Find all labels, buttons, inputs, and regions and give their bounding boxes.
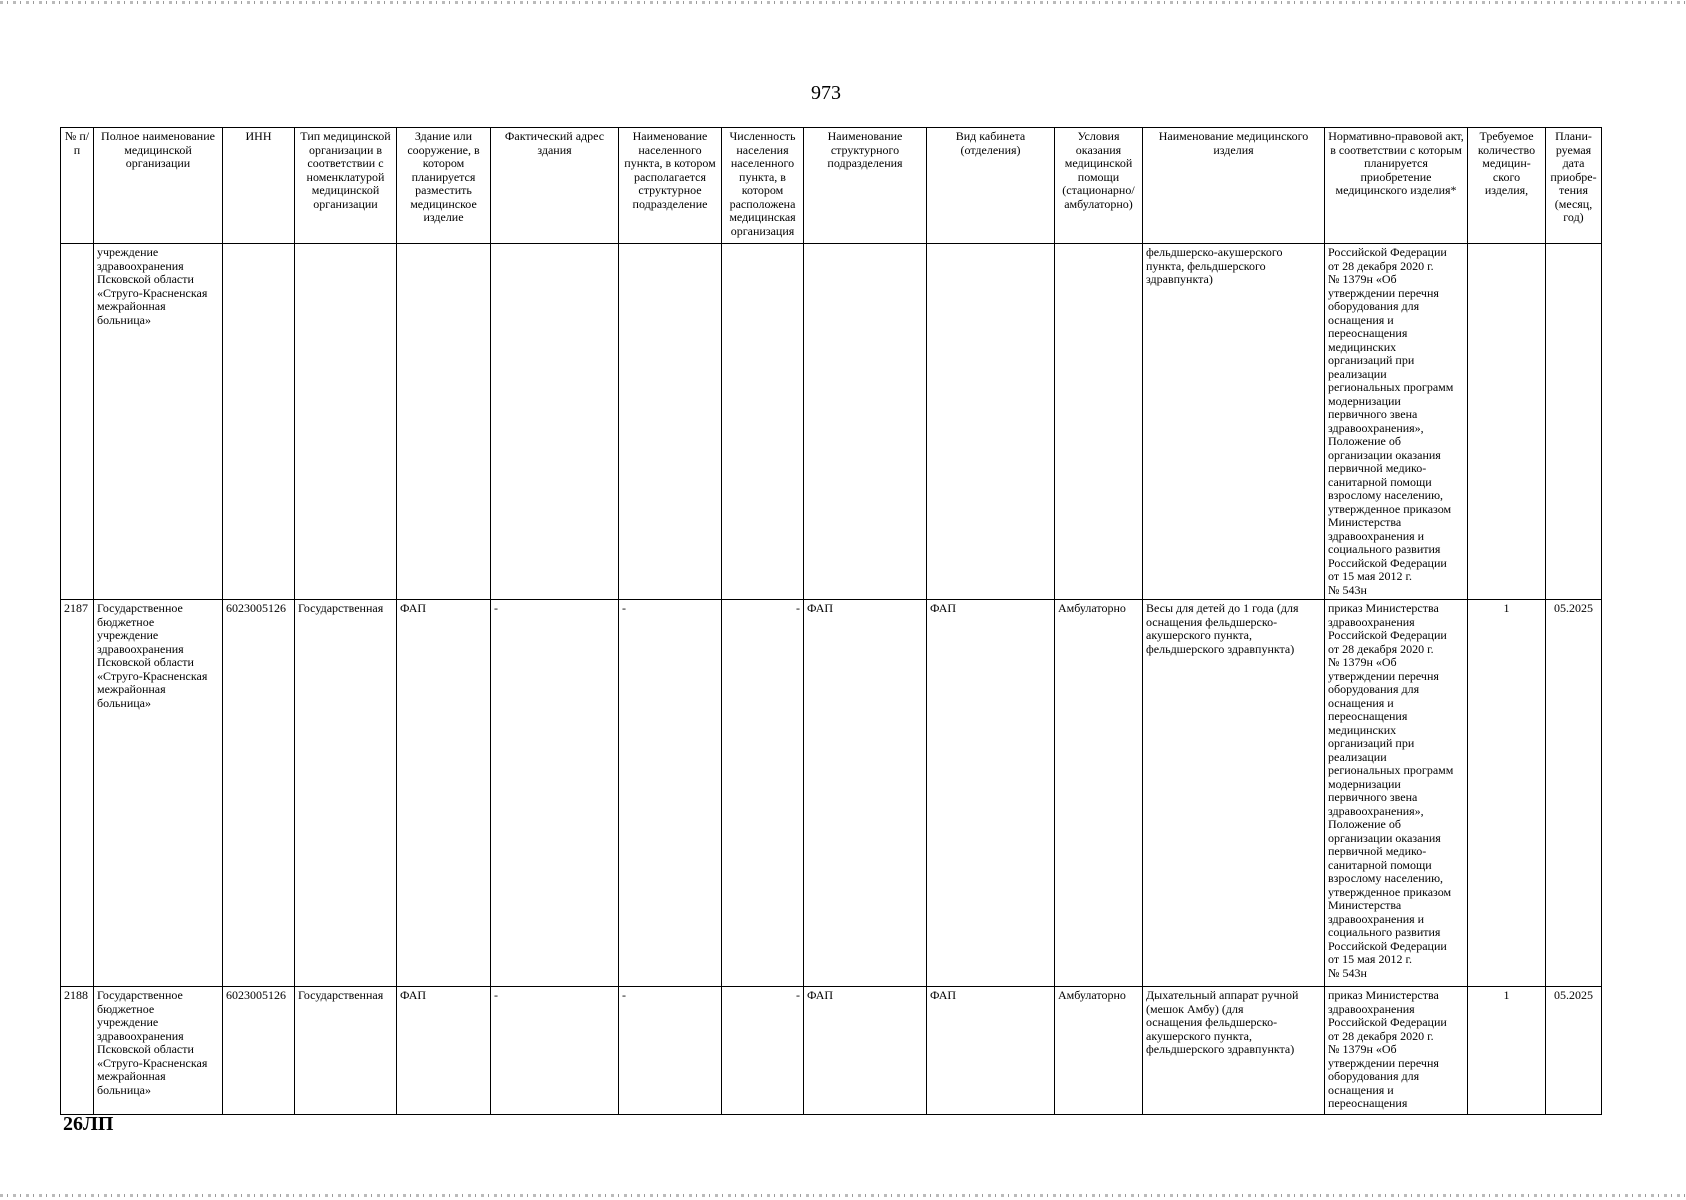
cell-division: ФАП: [804, 600, 927, 987]
cell-population: -: [722, 987, 804, 1115]
equipment-registry-table: [60, 127, 1602, 1115]
cell-device: Весы для детей до 1 года (для оснащения фельдшерско- акушерского пункта, фельдшерского здравпункта): [1143, 600, 1325, 987]
header-cabinet: Вид кабинета (отделения): [927, 128, 1055, 244]
table-row: [61, 600, 1602, 987]
table-row: [61, 244, 1602, 600]
scan-edge-top: [0, 1, 1686, 4]
header-locality: Наименование населенного пункта, в котором располагается структурное подразделение: [619, 128, 722, 244]
header-address: Фактический адрес здания: [491, 128, 619, 244]
cell-org-name: учреждение здравоохранения Псковской области «Струго-Красненская межрайонная больница»: [94, 244, 223, 600]
cell-inn: [223, 244, 295, 600]
cell-address: [491, 244, 619, 600]
cell-number: 2187: [61, 600, 94, 987]
cell-legal-act: приказ Министерства здравоохранения Российской Федерации от 28 декабря 2020 г. № 1379н «Об утверждении перечня оборудования для оснащения и переоснащения: [1325, 987, 1468, 1115]
cell-purchase-date: 05.2025: [1546, 600, 1602, 987]
cell-division: ФАП: [804, 987, 927, 1115]
cell-number: 2188: [61, 987, 94, 1115]
header-legal-act: Нормативно-правовой акт, в соответствии с которым планируется приобретение медицинского изделия*: [1325, 128, 1468, 244]
cell-building: [397, 244, 491, 600]
table-header-row: [61, 128, 1602, 244]
header-conditions: Условия оказания медицинской помощи (стационарно/ амбулаторно): [1055, 128, 1143, 244]
cell-purchase-date: [1546, 244, 1602, 600]
sheet-code: 26ЛП: [63, 1113, 114, 1135]
header-quantity: Требуемое количество медицин-ского изделия,: [1468, 128, 1546, 244]
cell-cabinet: ФАП: [927, 987, 1055, 1115]
scan-edge-bottom: [0, 1194, 1686, 1197]
cell-org-name: Государственное бюджетное учреждение здравоохранения Псковской области «Струго-Красненская межрайонная больница»: [94, 987, 223, 1115]
header-org-name: Полное наименование медицинской организации: [94, 128, 223, 244]
header-device: Наименование медицинского изделия: [1143, 128, 1325, 244]
cell-address: -: [491, 600, 619, 987]
cell-population: -: [722, 600, 804, 987]
cell-org-name: Государственное бюджетное учреждение здравоохранения Псковской области «Струго-Красненская межрайонная больница»: [94, 600, 223, 987]
cell-cabinet: ФАП: [927, 600, 1055, 987]
cell-legal-act: Российской Федерации от 28 декабря 2020 г. № 1379н «Об утверждении перечня оборудования для оснащения и переоснащения медицинских организаций при реализации региональных программ модернизации первичного звена здравоохранения», Положение об организации оказания первичной медико- санитарной помощи взрослому населению, утвержденное приказом Министерства здравоохранения и социального развития Российской Федерации от 15 мая 2012 г. № 543н: [1325, 244, 1468, 600]
cell-building: ФАП: [397, 600, 491, 987]
cell-quantity: [1468, 244, 1546, 600]
cell-conditions: Амбулаторно: [1055, 600, 1143, 987]
cell-purchase-date: 05.2025: [1546, 987, 1602, 1115]
header-population: Численность населения населенного пункта, в котором расположена медицинская организация: [722, 128, 804, 244]
header-inn: ИНН: [223, 128, 295, 244]
header-number: № п/п: [61, 128, 94, 244]
page-number: 973: [811, 82, 841, 104]
cell-legal-act: приказ Министерства здравоохранения Российской Федерации от 28 декабря 2020 г. № 1379н «Об утверждении перечня оборудования для оснащения и переоснащения медицинских организаций при реализации региональных программ модернизации первичного звена здравоохранения», Положение об организации оказания первичной медико- санитарной помощи взрослому населению, утвержденное приказом Министерства здравоохранения и социального развития Российской Федерации от 15 мая 2012 г. № 543н: [1325, 600, 1468, 987]
header-org-type: Тип медицинской организации в соответствии с номенклатурой медицинской организации: [295, 128, 397, 244]
cell-address: -: [491, 987, 619, 1115]
cell-conditions: [1055, 244, 1143, 600]
cell-population: [722, 244, 804, 600]
table-row: [61, 987, 1602, 1115]
cell-locality: -: [619, 987, 722, 1115]
cell-quantity: 1: [1468, 987, 1546, 1115]
cell-inn: 6023005126: [223, 987, 295, 1115]
cell-device: фельдшерско-акушерского пункта, фельдшерского здравпункта): [1143, 244, 1325, 600]
cell-division: [804, 244, 927, 600]
cell-locality: -: [619, 600, 722, 987]
cell-locality: [619, 244, 722, 600]
cell-device: Дыхательный аппарат ручной (мешок Амбу) (для оснащения фельдшерско- акушерского пункта, фельдшерского здравпункта): [1143, 987, 1325, 1115]
cell-cabinet: [927, 244, 1055, 600]
cell-org-type: [295, 244, 397, 600]
cell-number: [61, 244, 94, 600]
header-building: Здание или сооружение, в котором планируется разместить медицинское изделие: [397, 128, 491, 244]
cell-conditions: Амбулаторно: [1055, 987, 1143, 1115]
header-division: Наименование структурного подразделения: [804, 128, 927, 244]
cell-quantity: 1: [1468, 600, 1546, 987]
cell-org-type: Государственная: [295, 987, 397, 1115]
cell-building: ФАП: [397, 987, 491, 1115]
cell-inn: 6023005126: [223, 600, 295, 987]
cell-org-type: Государственная: [295, 600, 397, 987]
header-purchase-date: Плани-руемая дата приобре-тения (месяц, год): [1546, 128, 1602, 244]
